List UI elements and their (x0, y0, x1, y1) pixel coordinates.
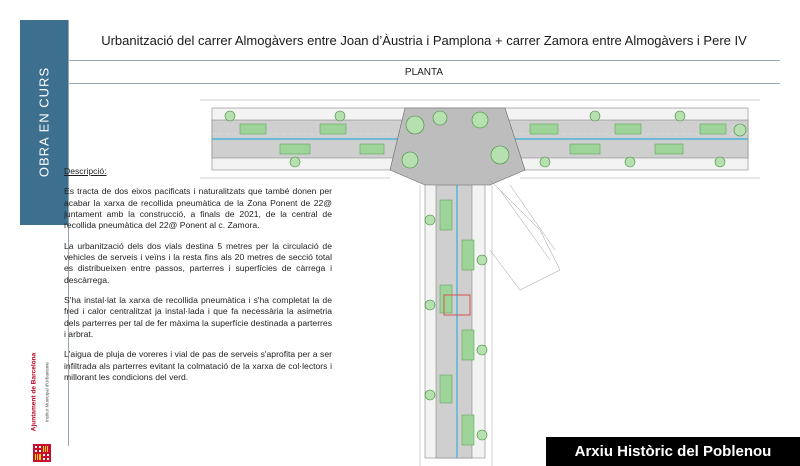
description-paragraph: S'ha instal·lat la xarxa de recollida pneumàtica i s'ha completat la de fred i calor centralitzat ja instal·lada i que fa necessària la asimetria dels parterres per tal de fer màxima la superfície destinada a parterres i arbrat. (64, 295, 332, 340)
description-paragraph: Es tracta de dos eixos pacificats i naturalitzats que també donen per acabar la xarxa de recollida pneumàtica de la Zona Ponent de 22@ juntament amb la construcció, a finals de 2021, de la central de recollida pneumàtica del 22@ Ponent al c. Zamora. (64, 186, 332, 231)
archive-watermark: Arxiu Històric del Poblenou (546, 437, 800, 466)
logo-name: Ajuntament de Barcelona (30, 352, 38, 432)
logo-subtitle: Institut Municipal d'Urbanisme (44, 362, 50, 422)
barcelona-logo-icon (33, 444, 51, 462)
sidebar (20, 20, 69, 446)
site-plan-drawing (200, 90, 760, 466)
adjacent-building (490, 180, 560, 290)
status-label: OBRA EN CURS (36, 66, 52, 178)
description-paragraph: L'aigua de pluja de voreres i vial de pas de serveis s'aprofita per a ser infiltrada als parterres evitant la colmatació de la xarxa de col·lectors i millorant les condicions del verd. (64, 349, 332, 383)
description-heading: Descripció: (64, 166, 107, 176)
description-paragraph: La urbanització dels dos vials destina 5 metres per la circulació de vehicles de serveis i veïns i la resta fins als 20 metres de secció total es distribueixen entre passos, parterres i superfícies de càrrega i descàrrega. (64, 240, 332, 285)
page-title: Urbanització del carrer Almogàvers entre Joan d’Àustria i Pamplona + carrer Zamora entre Almogàvers i Pere IV (68, 20, 780, 61)
section-label: PLANTA (68, 61, 780, 84)
